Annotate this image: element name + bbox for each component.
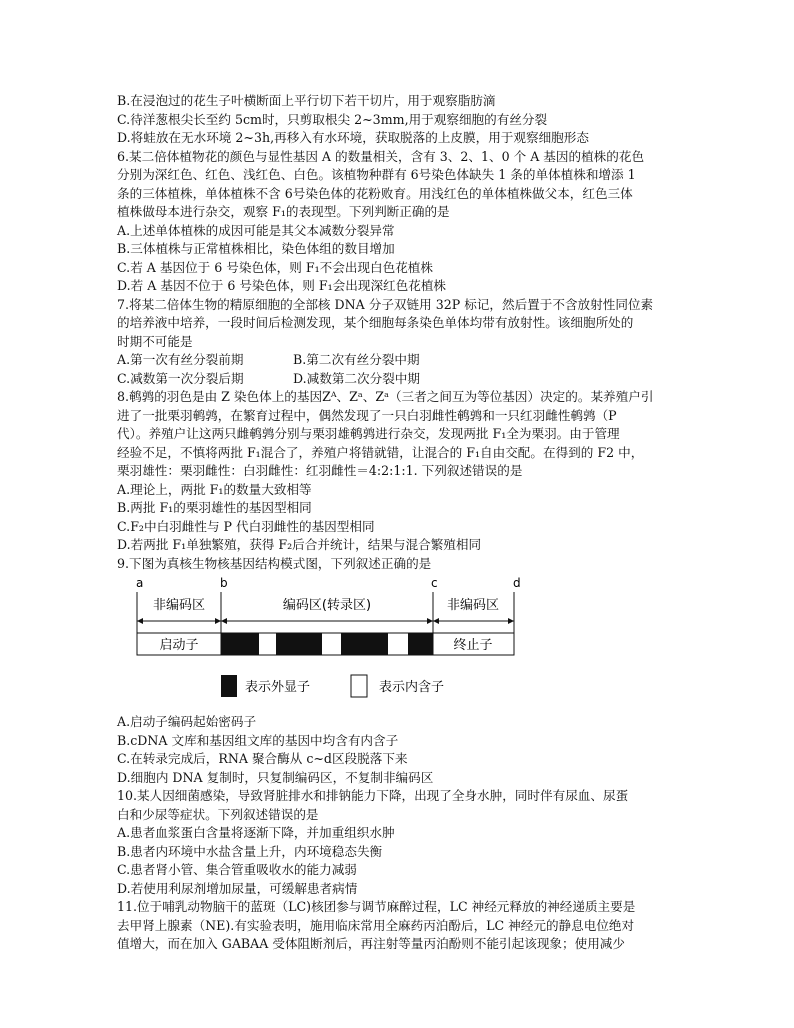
- text-line: C.若 A 基因位于 6 号染色体，则 F₁不会出现白色花植株: [117, 259, 433, 275]
- text-line: A.理论上，两批 F₁的数量大致相等: [117, 481, 312, 497]
- text-line: B.在浸泡过的花生子叶横断面上平行切下若干切片，用于观察脂肪滴: [117, 93, 496, 108]
- text-line: B.患者内环境中水盐含量上升，内环境稳态失衡: [117, 843, 383, 859]
- text-line: A.患者血浆蛋白含量将逐渐下降，并加重组织水肿: [117, 825, 395, 840]
- text-line: 10.某人因细菌感染，导致肾脏排水和排钠能力下降，出现了全身水肿，同时伴有尿血、尿蛋: [117, 788, 629, 803]
- q7-option-b: B.第二次有丝分裂中期: [293, 352, 420, 367]
- text-line: 进了一批栗羽鹌鹑，在繁育过程中，偶然发现了一只白羽雌性鹌鹑和一只红羽雌性鹌鹑（P: [117, 407, 617, 423]
- text-line: 分别为深红色、红色、浅红色、白色。该植物种群有 6号染色体缺失 1 条的单体植株和增添 1: [117, 167, 636, 182]
- region-noncoding-left: 非编码区: [152, 598, 206, 613]
- text-line: 的培养液中培养，一段时间后检测发现，某个细胞每条染色单体均带有放射性。该细胞所处的: [117, 315, 634, 330]
- gene-structure-svg: [117, 575, 537, 709]
- exon-3: [341, 633, 388, 655]
- q7-option-d: D.减数第二次分裂中期: [293, 370, 420, 386]
- text-line: A.上述单体植株的成因可能是其父本减数分裂异常: [117, 222, 395, 238]
- gene-structure-diagram: [117, 575, 687, 709]
- label-a: a: [136, 576, 144, 590]
- q7-option-c: C.减数第一次分裂后期: [117, 370, 244, 386]
- text-line: 植株做母本进行杂交，观察 F₁的表现型。下列判断正确的是: [117, 204, 450, 219]
- exon-2: [276, 633, 322, 655]
- text-block-bottom: [117, 713, 687, 954]
- text-line: 11.位于哺乳动物脑干的蓝斑（LC)核团参与调节麻醉过程，LC 神经元释放的神经递质主要是: [117, 899, 636, 914]
- region-noncoding-right: 非编码区: [446, 598, 500, 613]
- text-line: 白和少尿等症状。下列叙述错误的是: [117, 806, 319, 822]
- text-line: 条的三体植株，单体植株不含 6号染色体的花粉败育。用浅红色的单体植株做父本，红色三体: [117, 185, 633, 201]
- label-d: d: [513, 576, 521, 590]
- text-line: 9.下图为真核生物核基因结构模式图，下列叙述正确的是: [117, 555, 432, 571]
- text-block-top: [117, 92, 687, 351]
- exam-page: [117, 92, 687, 954]
- exon-1: [221, 633, 259, 655]
- text-line: D.若 A 基因不位于 6 号染色体，则 F₁会出现深红色花植株: [117, 278, 447, 293]
- legend-exon-swatch: [221, 675, 237, 697]
- arrowhead: [137, 618, 143, 624]
- exon-4: [408, 633, 433, 655]
- text-line: D.将蛙放在无水环境 2~3h,再移入有水环境，获取脱落的上皮膜，用于观察细胞形态: [117, 130, 589, 145]
- text-line: D.若两批 F₁单独繁殖，获得 F₂后合并统计，结果与混合繁殖相同: [117, 537, 482, 552]
- terminator-label: 终止子: [453, 638, 493, 653]
- q7-options: [117, 351, 687, 388]
- legend-exon-label: 表示外显子: [245, 680, 311, 695]
- text-line: B.两批 F₁的栗羽雄性的基因型相同: [117, 500, 312, 515]
- text-line: 去甲肾上腺素（NE).有实验表明，施用临床常用全麻药丙泊酚后，LC 神经元的静息电位绝对: [117, 917, 635, 933]
- legend-intron-swatch: [351, 675, 367, 697]
- text-line: A.启动子编码起始密码子: [117, 714, 257, 729]
- text-line: D.细胞内 DNA 复制时，只复制编码区，不复制非编码区: [117, 769, 434, 785]
- text-block-middle: [117, 388, 687, 573]
- q7-options-row-1: [117, 351, 687, 370]
- arrowhead: [221, 618, 227, 624]
- promoter-label: 启动子: [159, 638, 199, 653]
- text-line: C.F₂中白羽雌性与 P 代白羽雌性的基因型相同: [117, 518, 375, 534]
- arrowhead: [433, 618, 439, 624]
- arrowhead: [215, 618, 221, 624]
- text-line: 值增大，而在加入 GABAA 受体阻断剂后，再注射等量丙泊酚则不能引起该现象；使用减少: [117, 936, 625, 951]
- region-coding: 编码区(转录区): [282, 598, 372, 613]
- q7-options-row-2: [117, 370, 687, 389]
- text-line: 8.鹌鹑的羽色是由 Z 染色体上的基因Zᴬ、Zᵃ、Zᵃ（三者之间互为等位基因）决定的。某养殖户引: [117, 389, 654, 404]
- text-line: B.三体植株与正常植株相比，染色体组的数目增加: [117, 241, 395, 256]
- text-line: D.若使用利尿剂增加尿量，可缓解患者病情: [117, 880, 358, 896]
- text-line: 时期不可能是: [117, 333, 193, 349]
- text-line: 经验不足，不慎将两批 F₁混合了，养殖户将错就错，让混合的 F₁自由交配。在得到的 F2 中，: [117, 444, 644, 460]
- arrowhead: [508, 618, 514, 624]
- text-line: C.患者肾小管、集合管重吸收水的能力减弱: [117, 862, 357, 877]
- text-line: 7.将某二倍体生物的精原细胞的全部核 DNA 分子双链用 32P 标记，然后置于不含放射性同位素: [117, 296, 654, 312]
- text-line: 6.某二倍体植物花的颜色与显性基因 A 的数量相关，含有 3、2、1、0 个 A 基因的植株的花色: [117, 148, 645, 164]
- text-line: C.待洋葱根尖长至约 5cm时，只剪取根尖 2~3mm,用于观察细胞的有丝分裂: [117, 111, 548, 127]
- text-line: 代）。养殖户让这两只雌鹌鹑分别与栗羽雄鹌鹑进行杂交，发现两批 F₁全为栗羽。由于管理: [117, 426, 620, 441]
- label-b: b: [220, 576, 228, 590]
- text-line: C.在转录完成后，RNA 聚合酶从 c~d区段脱落下来: [117, 751, 408, 766]
- text-line: B.cDNA 文库和基因组文库的基因中均含有内含子: [117, 732, 399, 748]
- q7-option-a: A.第一次有丝分裂前期: [117, 352, 244, 367]
- text-line: 栗羽雄性：栗羽雌性：白羽雌性：红羽雌性＝4:2:1:1. 下列叙述错误的是: [117, 463, 523, 478]
- label-c: c: [431, 576, 438, 590]
- arrowhead: [427, 618, 433, 624]
- legend-intron-label: 表示内含子: [379, 680, 445, 695]
